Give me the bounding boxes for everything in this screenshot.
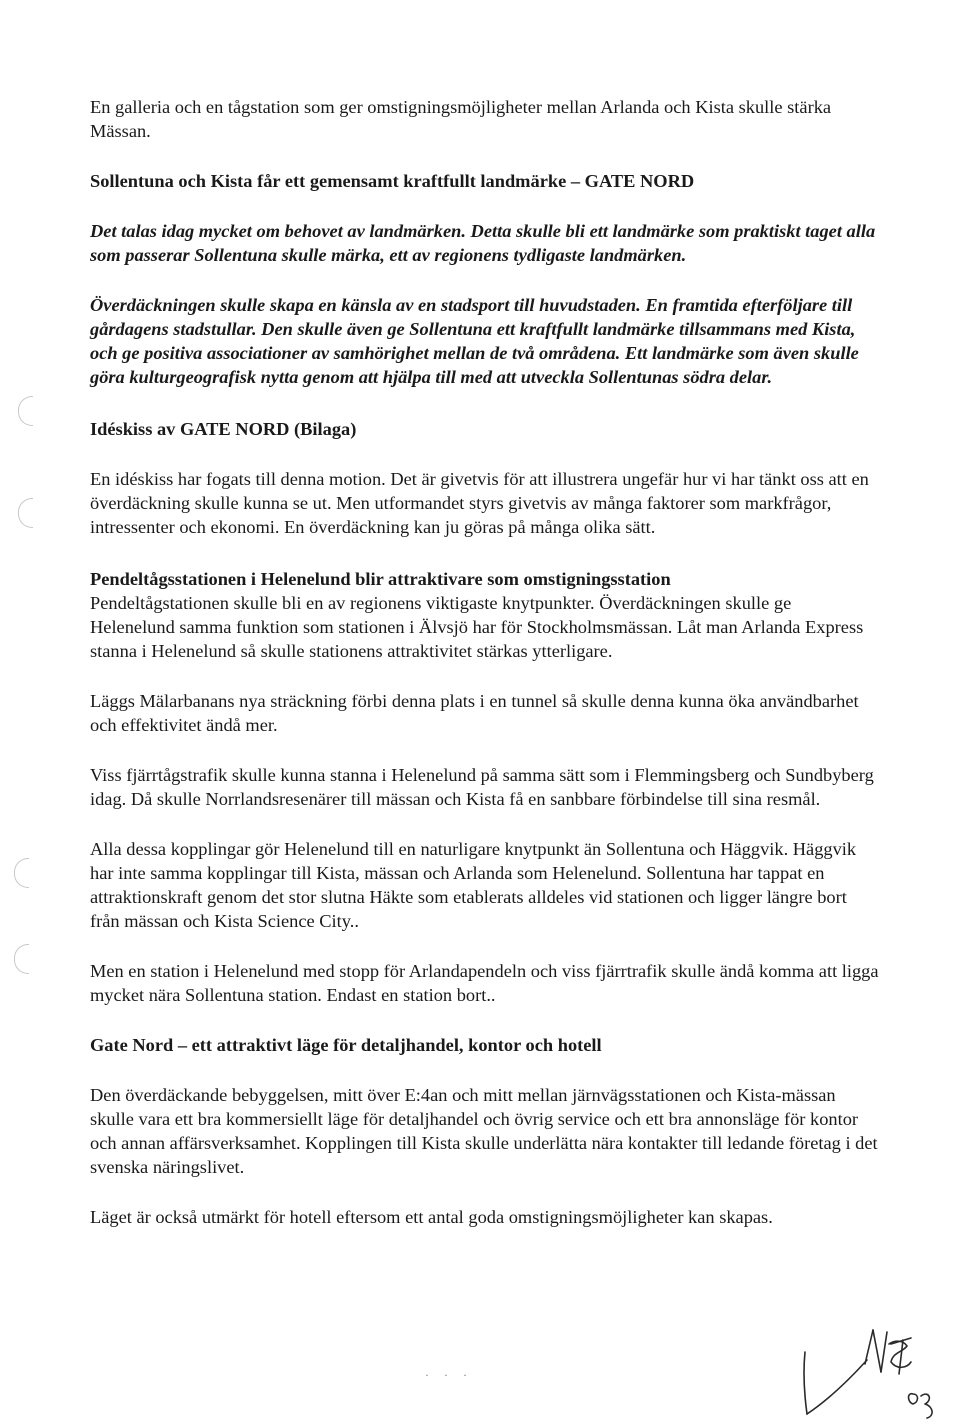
paragraph: Läget är också utmärkt för hotell eftersom ett antal goda omstigningsmöjligheter kan skapas. (90, 1207, 773, 1227)
section-heading: Pendeltågsstationen i Helenelund blir attraktivare som omstigningsstation (90, 569, 671, 589)
section-heading: Gate Nord – ett attraktivt läge för detaljhandel, kontor och hotell (90, 1035, 602, 1055)
paragraph-emphasis: Det talas idag mycket om behovet av landmärken. Detta skulle bli ett landmärke som praktiskt taget alla som passerar Sollentuna skulle märka, ett av regionens tydligaste landmärken. (90, 221, 876, 265)
scan-artifact: · · · (425, 1368, 473, 1382)
paragraph: Läggs Mälarbanans nya sträckning förbi denna plats i en tunnel så skulle denna kunna öka användbarhet och effektivitet ändå mer. (90, 691, 859, 735)
margin-mark (18, 396, 33, 426)
section-heading: Sollentuna och Kista får ett gemensamt kraftfullt landmärke – GATE NORD (90, 171, 695, 191)
paragraph: Alla dessa kopplingar gör Helenelund till en naturligare knytpunkt än Sollentuna och Häggvik. Häggvik har inte samma kopplingar till Kista, mässan och Arlanda som Helenelund. Sollentuna har tappat en attraktionskraft genom det stor slutna Häkte som etablerats alldeles vid stationen och ligger längre bort från mässan och Kista Science City.. (90, 839, 857, 931)
paragraph: Men en station i Helenelund med stopp för Arlandapendeln och viss fjärrtrafik skulle ändå komma att ligga mycket nära Sollentuna station. Endast en station bort.. (90, 961, 879, 1005)
document-body (90, 95, 880, 1229)
margin-mark (18, 498, 33, 528)
paragraph: En idéskiss har fogats till denna motion. Det är givetvis för att illustrera ungefär hur vi har tänkt oss att en överdäckning skulle kunna se ut. Men utformandet styrs givetvis av många faktorer som markfrågor, intressenter och ekonomi. En överdäckning kan ju göras på många olika sätt. (90, 469, 869, 537)
section-heading: Idéskiss av GATE NORD (Bilaga) (90, 419, 357, 439)
paragraph: Den överdäckande bebyggelsen, mitt över E:4an och mitt mellan järnvägsstationen och Kista-mässan skulle vara ett bra kommersiellt läge för detaljhandel och övrig service och ett bra annonsläge för kontor och annan affärsverksamhet. Kopplingen till Kista skulle underlätta nära kontakter till ledande företag i det svenska näringslivet. (90, 1085, 878, 1177)
paragraph-emphasis: Överdäckningen skulle skapa en känsla av en stadsport till huvudstaden. En framtida efterföljare till gårdagens stadstullar. Den skulle även ge Sollentuna ett kraftfullt landmärke tillsammans med Kista, och ge positiva associationer av samhörighet mellan de två områdena. Ett landmärke som även skulle göra kulturgeografisk nytta genom att hjälpa till med att utveckla Sollentunas södra delar. (90, 295, 859, 387)
paragraph: Viss fjärrtågstrafik skulle kunna stanna i Helenelund på samma sätt som i Flemmingsberg och Sundbyberg idag. Då skulle Norrlandsresenärer till mässan och Kista få en sanbbare förbindelse till sina resmål. (90, 765, 874, 809)
margin-mark (14, 858, 29, 888)
paragraph: Pendeltågstationen skulle bli en av regionens viktigaste knytpunkter. Överdäckningen skulle ge Helenelund samma funktion som stationen i Älvsjö har för Stockholmsmässan. Låt man Arlanda Express stanna i Helenelund så skulle stationens attraktivitet stärkas ytterligare. (90, 593, 864, 661)
margin-mark (14, 944, 29, 974)
paragraph: En galleria och en tågstation som ger omstigningsmöjligheter mellan Arlanda och Kista skulle stärka Mässan. (90, 97, 832, 141)
handwritten-signature (795, 1322, 955, 1422)
